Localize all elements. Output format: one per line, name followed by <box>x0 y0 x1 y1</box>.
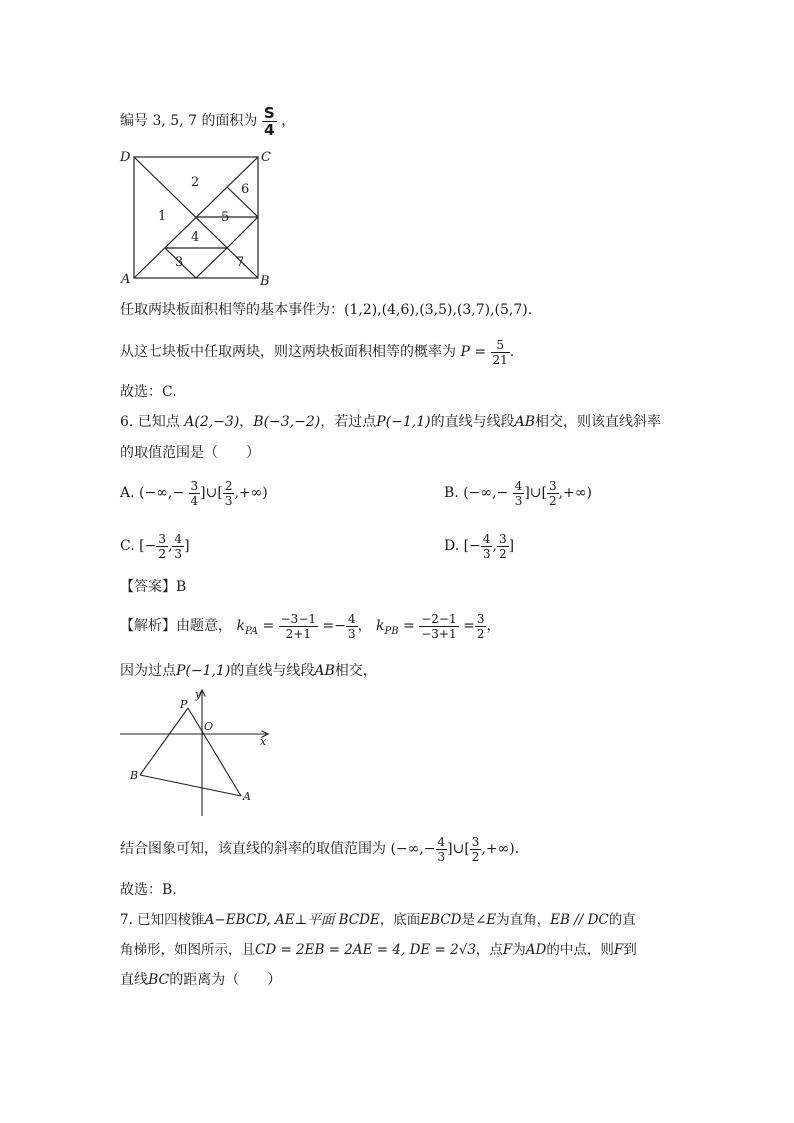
question-7-line-1 <box>120 910 636 930</box>
graph-label-p: P <box>180 698 188 711</box>
q7-line2-expr: CD = 2EB = 2AE = 4, DE = 2√3 <box>255 942 476 958</box>
option-b-d2: 2 <box>549 493 557 508</box>
analysis-kpa-num: −3−1 <box>280 611 317 626</box>
option-b-label: B. <box>444 485 459 501</box>
conclusion-d2: 2 <box>471 849 480 864</box>
graph-label-o: O <box>204 720 214 733</box>
segment-pa <box>188 708 241 796</box>
option-c-left: [− <box>139 538 157 554</box>
option-a-label: A. <box>120 485 135 501</box>
option-d-d2: 2 <box>498 546 507 561</box>
conclusion-line <box>120 828 519 870</box>
q6-mid: ，若过点 <box>320 414 377 430</box>
analysis-kpa-res-num: 4 <box>347 611 356 626</box>
option-d-d1: 3 <box>482 546 491 561</box>
analysis-kpb-sub: PB <box>384 625 399 637</box>
corner-d: D <box>120 150 131 165</box>
q7-line2-ad: AD <box>525 942 547 958</box>
q7-line1-expr: A−EBCD, AE⊥平面 BCDE <box>204 912 380 928</box>
conclusion-frac1 <box>436 835 448 864</box>
q6-point-b: B(−3,−2) <box>253 414 321 430</box>
basic-events-pairs: (1,2),(4,6),(3,5),(3,7),(5,7). <box>344 302 533 318</box>
option-a[interactable] <box>120 472 268 514</box>
basic-events-line <box>120 300 532 320</box>
option-d-label: D. <box>444 538 460 554</box>
option-b-mid: ]∪[ <box>524 485 547 501</box>
q6-point-p: P(−1,1) <box>376 414 431 430</box>
analysis-line <box>120 607 500 645</box>
analysis-kpa-res-den: 3 <box>347 626 356 641</box>
option-d-frac2 <box>497 532 509 561</box>
q7-line1-is: 是 <box>461 912 475 928</box>
q7-line2-to: 到 <box>623 942 637 958</box>
q7-line1-pre: 7. 已知四棱锥 <box>120 912 205 928</box>
option-b-frac2 <box>547 479 559 508</box>
conclusion-pre: 结合图象可知，该直线的斜率的取值范围为 <box>120 841 386 857</box>
intro-frac-den: 4 <box>262 121 277 138</box>
probability-text: 从这七块板中任取两块，则这两块板面积相等的概率为 <box>120 344 456 360</box>
conclusion-left: (−∞,− <box>390 841 436 857</box>
analysis-kpa: k <box>236 618 245 634</box>
q7-line3-bc: BC <box>148 972 170 988</box>
q7-line1-tail: 的直 <box>608 912 636 928</box>
because-pre: 因为过点 <box>120 663 176 679</box>
probability-line <box>120 334 514 370</box>
option-b[interactable] <box>444 472 592 514</box>
question-7-line-2 <box>120 940 637 960</box>
q6-post: 的直线与线段 <box>430 414 515 430</box>
conclusion-frac2 <box>470 835 482 864</box>
intro-fraction <box>262 105 277 138</box>
segment-pb <box>140 708 188 775</box>
q7-line2-f: F <box>502 942 513 958</box>
option-d-n2: 3 <box>498 531 507 546</box>
because-line <box>120 661 377 681</box>
option-b-d1: 3 <box>514 493 523 508</box>
option-c-n2: 4 <box>174 531 183 546</box>
question-7-line-3 <box>120 970 281 990</box>
analysis-kpb-eq: = <box>403 618 415 634</box>
option-c-right: ] <box>184 538 190 554</box>
analysis-label: 【解析】由题意， <box>120 618 232 634</box>
q6-tail: 相交，则该直线斜率 <box>534 414 661 430</box>
corner-a: A <box>121 272 131 286</box>
q6-sep: ， <box>239 414 254 430</box>
conclusion-d1: 3 <box>437 849 446 864</box>
tangram-piece3-right <box>196 248 227 278</box>
analysis-kpb-frac <box>419 612 458 641</box>
q7-line1-par: EB // DC <box>550 912 609 928</box>
option-b-n1: 4 <box>514 478 523 493</box>
q7-line1-right: 为直角， <box>496 912 551 928</box>
piece-label-6: 6 <box>241 182 250 197</box>
option-d-mid: , <box>492 538 497 554</box>
analysis-kpb-num: −2−1 <box>421 611 457 626</box>
because-segment-ab: AB <box>314 663 335 679</box>
piece-label-1: 1 <box>158 209 167 224</box>
intro-numbers: 3, 5, 7 <box>152 113 197 129</box>
option-d-n1: 4 <box>482 531 491 546</box>
analysis-kpb: k <box>376 618 385 634</box>
piece-label-4: 4 <box>191 230 200 245</box>
q7-line2-pre: 角梯形，如图所示，且 <box>120 942 255 958</box>
option-a-n2: 2 <box>224 478 233 493</box>
intro-middle: 的面积为 <box>201 113 258 129</box>
answer-5: 故选：C. <box>120 384 177 400</box>
analysis-end: ， <box>486 618 501 634</box>
conclusion-n2: 3 <box>471 834 480 849</box>
option-c-d2: 3 <box>174 546 183 561</box>
q7-line1-mid: ，底面 <box>379 912 421 928</box>
graph-label-y: y <box>195 688 202 701</box>
coordinate-graph <box>118 686 278 818</box>
intro-suffix: ， <box>281 113 296 129</box>
probability-var: P <box>460 344 470 360</box>
option-b-frac1 <box>513 479 525 508</box>
segment-ab <box>140 775 241 796</box>
option-a-d1: 4 <box>190 493 199 508</box>
option-a-frac2 <box>223 479 235 508</box>
tangram-piece7-edge <box>227 217 258 248</box>
answer-6: 【答案】B <box>120 579 187 595</box>
because-tail: 相交， <box>334 663 377 679</box>
q7-line2-mid2: 的中点，则 <box>546 942 614 958</box>
analysis-kpa-eq2: =− <box>322 618 346 634</box>
intro-line <box>120 104 295 138</box>
intro-frac-num: S <box>263 103 275 122</box>
graph-label-a: A <box>243 790 251 803</box>
probability-eq: = <box>474 344 487 360</box>
probability-end: . <box>509 344 515 360</box>
conclusion-right: ,+∞) <box>481 841 515 857</box>
analysis-kpb-res-num: 3 <box>476 611 485 626</box>
option-a-n1: 3 <box>190 478 199 493</box>
option-a-right: ,+∞) <box>234 485 268 501</box>
option-c-d1: 2 <box>158 546 166 561</box>
probability-fraction <box>491 338 510 367</box>
analysis-kpb-res-den: 2 <box>476 626 485 641</box>
option-c-mid: , <box>167 538 173 554</box>
option-a-left: (−∞,− <box>139 485 185 501</box>
graph-label-b: B <box>130 769 139 782</box>
analysis-kpa-eq: = <box>262 618 275 634</box>
probability-num: 5 <box>496 337 504 352</box>
option-d-left: [− <box>463 538 481 554</box>
analysis-kpa-sub: PA <box>244 625 258 637</box>
piece-label-5: 5 <box>221 210 230 225</box>
option-d[interactable] <box>444 525 514 567</box>
analysis-kpb-result <box>475 612 487 641</box>
option-c-label: C. <box>120 538 135 554</box>
option-d-right: ] <box>508 538 515 554</box>
because-point-p: P(−1,1) <box>176 663 231 679</box>
option-b-left: (−∞,− <box>463 485 509 501</box>
because-post: 的直线与线段 <box>230 663 315 679</box>
q6-pre: 6. 已知点 <box>120 414 180 430</box>
q7-line1-angle: ∠E <box>474 912 497 928</box>
conclusion-n1: 4 <box>437 834 446 849</box>
q6-segment-ab: AB <box>514 414 535 430</box>
option-c-n1: 3 <box>158 531 166 546</box>
analysis-kpa-den: 2+1 <box>279 626 318 641</box>
corner-c: C <box>261 150 271 165</box>
question-6-line-2: 的取值范围是（ ） <box>120 445 260 461</box>
option-d-frac1 <box>481 532 493 561</box>
analysis-kpb-den: −3+1 <box>421 626 457 641</box>
q7-line3-tail: 的距离为（ ） <box>169 972 282 988</box>
analysis-comma: ， <box>357 618 372 634</box>
graph-label-x: x <box>260 735 267 748</box>
option-c-frac2 <box>172 532 184 561</box>
analysis-kpa-frac <box>279 612 318 641</box>
q7-line1-ebcd: EBCD <box>420 912 462 928</box>
option-c[interactable] <box>120 525 190 567</box>
conclusion-end: . <box>514 841 520 857</box>
tangram-figure <box>118 148 278 286</box>
option-c-frac1 <box>156 532 168 561</box>
option-b-n2: 3 <box>549 478 557 493</box>
corner-b: B <box>260 274 270 286</box>
option-a-frac1 <box>189 479 201 508</box>
basic-events-text: 任取两块板面积相等的基本事件为： <box>120 302 344 318</box>
probability-den: 21 <box>492 352 508 367</box>
piece-label-7: 7 <box>236 255 245 270</box>
question-6-line-1 <box>120 412 661 432</box>
analysis-kpb-eq2: = <box>463 618 475 634</box>
intro-prefix: 编号 <box>120 113 148 129</box>
piece-label-2: 2 <box>191 175 200 190</box>
option-a-mid: ]∪[ <box>200 485 223 501</box>
q7-line3-pre: 直线 <box>120 972 148 988</box>
option-b-right: ,+∞) <box>558 485 592 501</box>
answer-6b: 故选：B. <box>120 882 177 898</box>
option-a-d2: 3 <box>224 493 233 508</box>
q6-point-a: A(2,−3) <box>184 414 240 430</box>
piece-label-3: 3 <box>175 255 184 270</box>
q7-line2-is: 为 <box>512 942 526 958</box>
q7-line2-f2: F <box>613 942 624 958</box>
conclusion-mid: ]∪[ <box>447 841 470 857</box>
analysis-kpa-result <box>346 612 358 641</box>
q7-line2-mid: ，点 <box>475 942 503 958</box>
